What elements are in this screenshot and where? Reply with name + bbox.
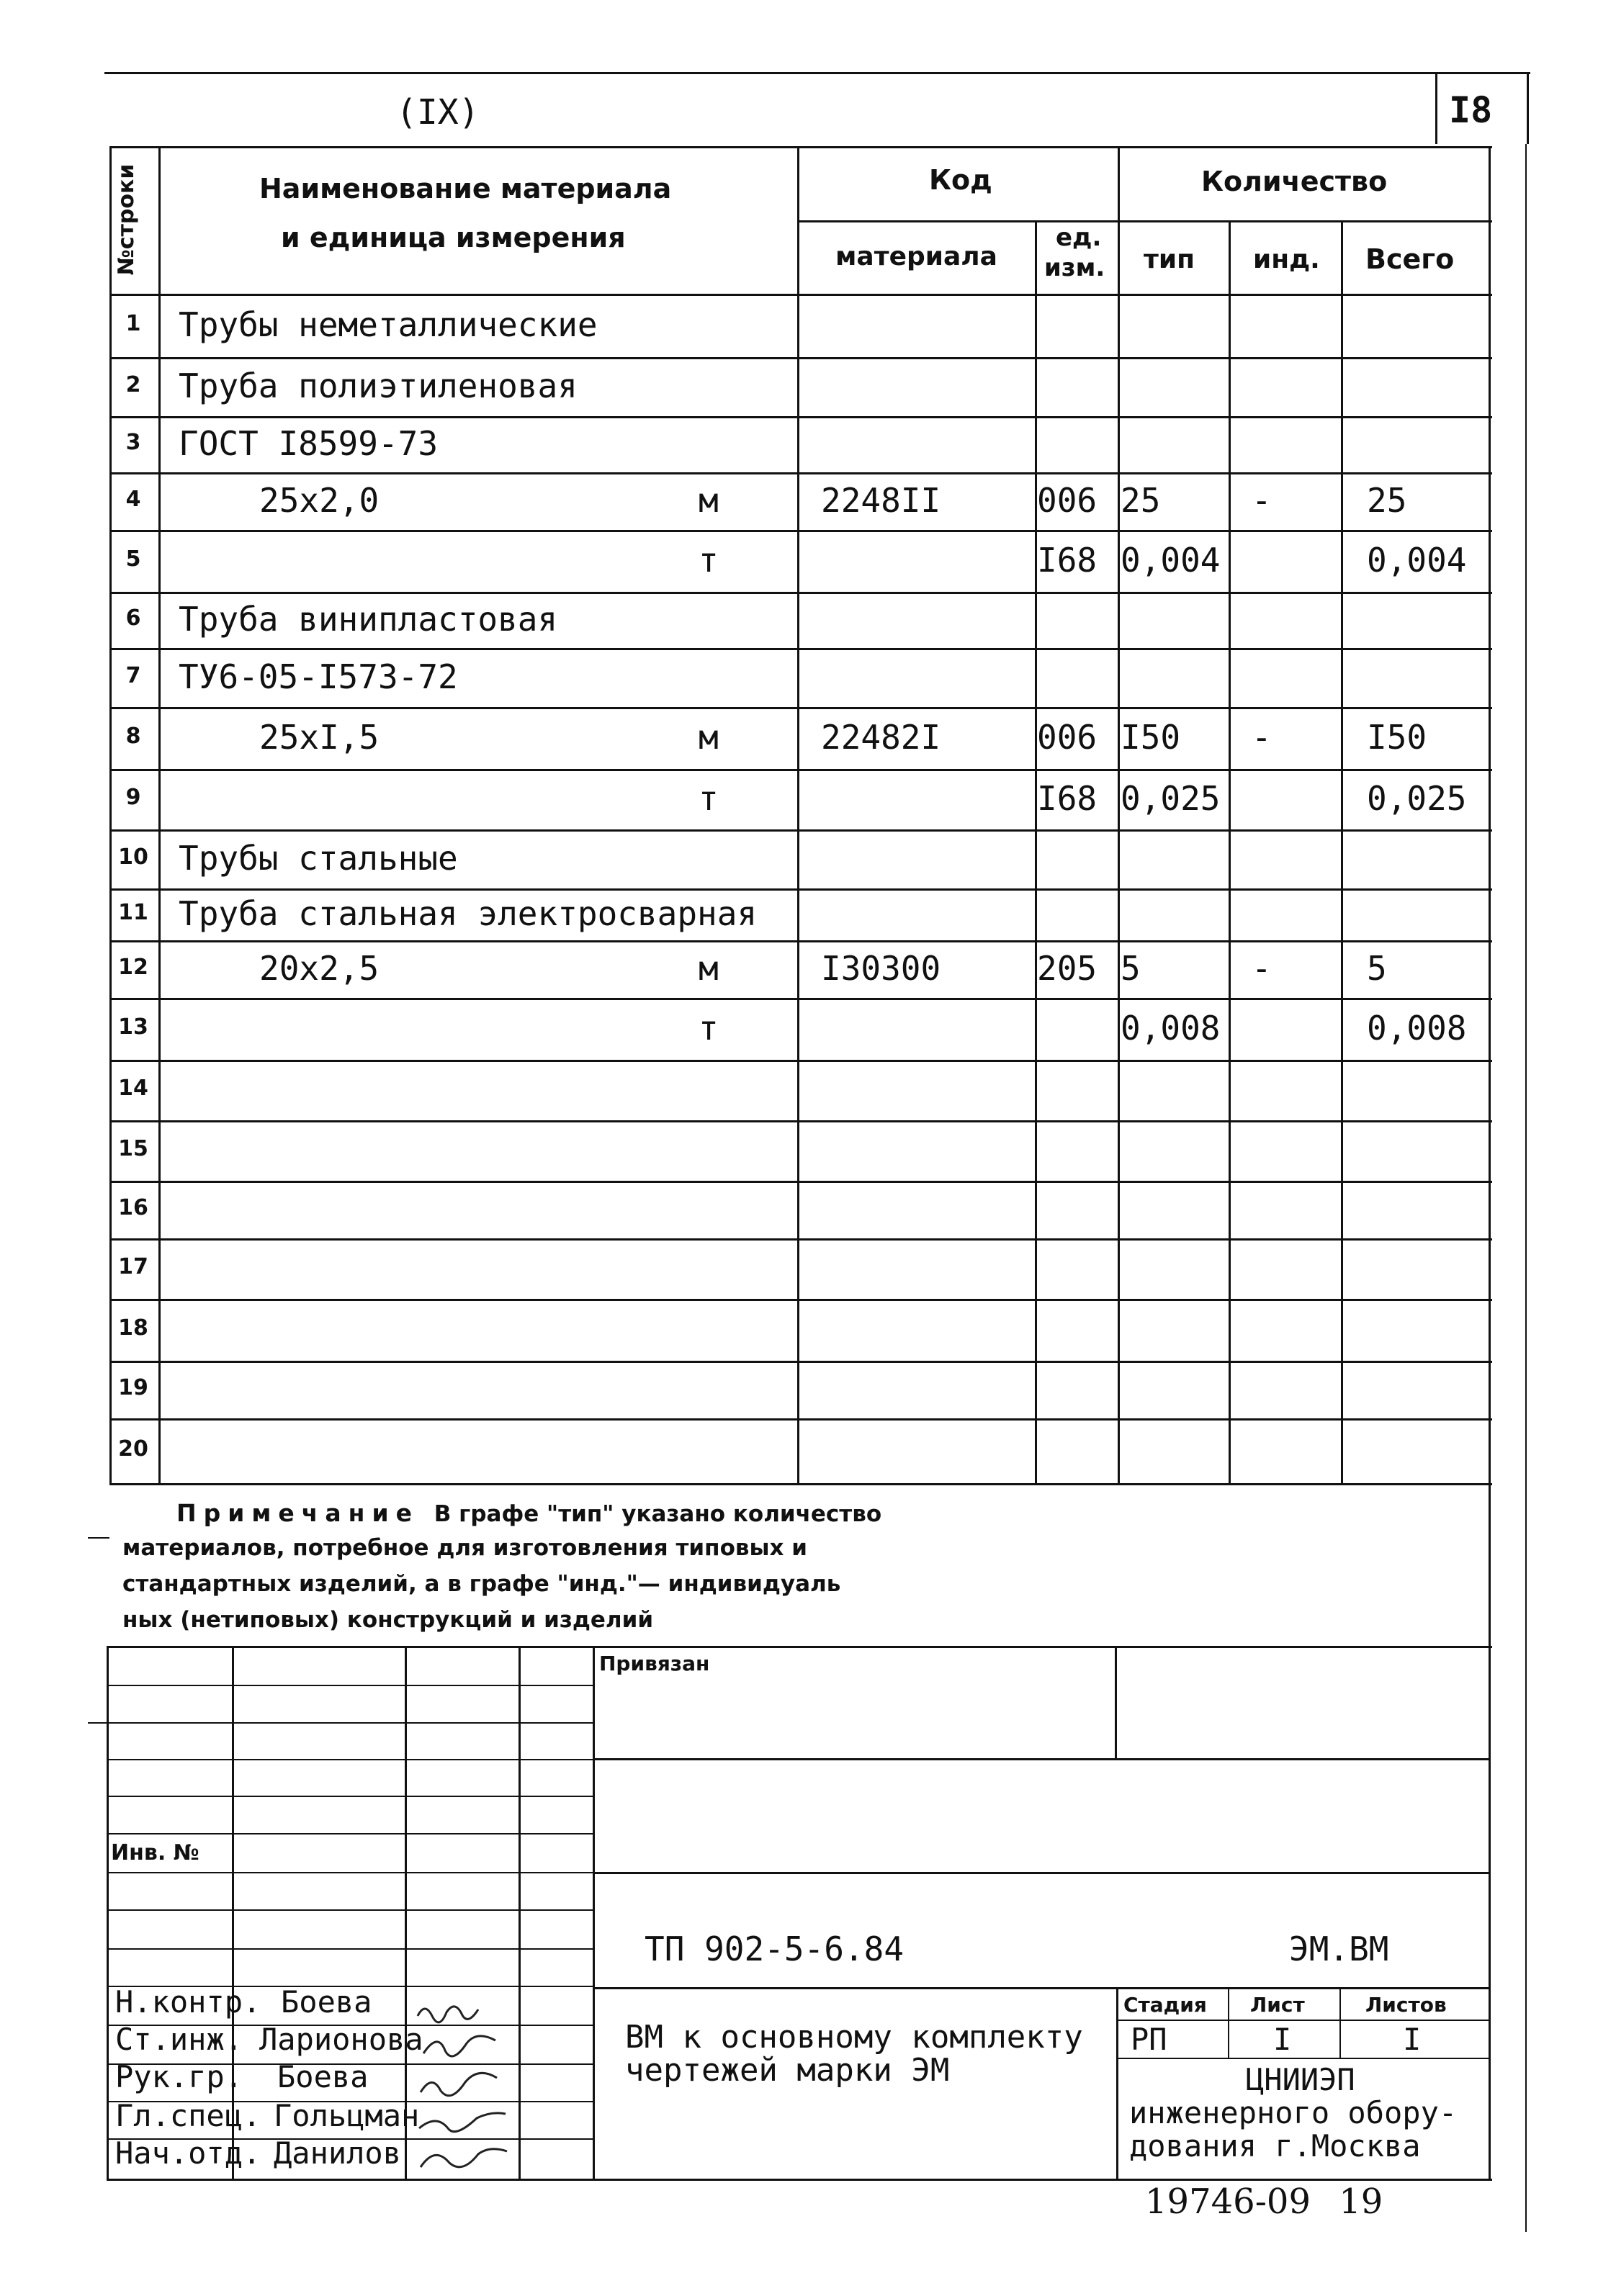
note-line-4: ных (нетиповых) конструкций и изделий xyxy=(122,1607,654,1633)
table-row xyxy=(0,1299,1616,1361)
row-number: 1 xyxy=(125,311,141,336)
col-ind-header: инд. xyxy=(1253,245,1320,274)
row-unit: м xyxy=(699,949,719,988)
org-line-3: дования г.Москва xyxy=(1129,2128,1421,2164)
row-number: 2 xyxy=(125,372,141,397)
row-material-code: 22482I xyxy=(821,718,941,757)
row-number: 11 xyxy=(118,900,148,925)
note-heading: Примечание xyxy=(176,1499,419,1527)
table-row xyxy=(0,530,1616,592)
row-number: 19 xyxy=(118,1375,148,1400)
top-border xyxy=(104,72,1530,74)
document-code: ТП 902-5-6.84 xyxy=(645,1930,904,1968)
signature-role-3: Рук.гр. xyxy=(115,2059,243,2094)
row-qty-ind: - xyxy=(1252,718,1272,757)
row-name: Труба стальная электросварная xyxy=(179,894,758,933)
table-row xyxy=(0,1120,1616,1181)
note-line-3: стандартных изделий, а в графе "инд."— индивидуаль xyxy=(122,1571,841,1597)
signature-name-1: Боева xyxy=(281,1984,372,2020)
attached-label: Привязан xyxy=(599,1652,710,1675)
signature-role-2: Ст.инж. xyxy=(115,2022,243,2057)
row-name: Труба полиэтиленовая xyxy=(179,366,578,405)
row-material-code: I30300 xyxy=(821,949,941,988)
row-name: Труба винипластовая xyxy=(179,600,558,639)
row-name: ТУ6-05-I573-72 xyxy=(179,657,458,696)
row-qty-type: 5 xyxy=(1121,949,1141,988)
signature-name-5: Данилов xyxy=(274,2135,402,2171)
col-qty-header: Количество xyxy=(1201,166,1388,197)
row-number: 4 xyxy=(125,487,141,512)
row-unit-code: I68 xyxy=(1037,541,1097,580)
table-row xyxy=(0,1418,1616,1483)
row-unit: м xyxy=(699,481,719,520)
org-line-2: инженерного обору- xyxy=(1129,2095,1458,2130)
signature-role-5: Нач.отд. xyxy=(115,2135,261,2171)
table-row xyxy=(0,888,1616,940)
handwritten-signatures xyxy=(410,1987,519,2182)
row-number: 8 xyxy=(125,724,141,749)
table-row xyxy=(0,769,1616,829)
col-unit-header-1: ед. xyxy=(1056,223,1102,252)
note-line-2: материалов, потребное для изготовления типовых и xyxy=(122,1535,808,1561)
row-number: 3 xyxy=(125,430,141,455)
stage-label: Стадия xyxy=(1123,1993,1207,2017)
signature-name-4: Гольцман xyxy=(274,2098,420,2133)
row-material-code: 2248II xyxy=(821,481,941,520)
row-qty-type: 0,004 xyxy=(1121,541,1221,580)
document-title-2: чертежей марки ЭМ xyxy=(625,2052,950,2089)
signature-role-4: Гл.спец. xyxy=(115,2098,261,2133)
row-qty-total: 0,004 xyxy=(1367,541,1467,580)
row-qty-ind: - xyxy=(1252,949,1272,988)
row-qty-total: I50 xyxy=(1367,718,1427,757)
row-unit-code: 205 xyxy=(1037,949,1097,988)
row-number: 10 xyxy=(118,845,148,870)
row-qty-type: I50 xyxy=(1121,718,1181,757)
table-row xyxy=(0,1361,1616,1418)
row-name: Трубы неметаллические xyxy=(179,305,598,344)
row-number: 9 xyxy=(125,785,141,810)
row-name: Трубы стальные xyxy=(179,839,458,878)
section-label: (IX) xyxy=(396,92,480,132)
row-unit: м xyxy=(699,718,719,757)
row-name: 25x2,0 xyxy=(259,481,380,520)
col-name-header-1: Наименование материала xyxy=(259,173,672,204)
note-line-1 xyxy=(176,1499,881,1527)
row-name: 20x2,5 xyxy=(259,949,380,988)
signature-name-3: Боева xyxy=(277,2059,369,2094)
col-code-header: Код xyxy=(929,164,992,196)
row-qty-type: 25 xyxy=(1121,481,1161,520)
document-title-1: ВМ к основному комплекту xyxy=(625,2019,1083,2056)
row-unit-code: 006 xyxy=(1037,718,1097,757)
table-row xyxy=(0,998,1616,1060)
row-qty-total: 0,008 xyxy=(1367,1009,1467,1048)
table-row xyxy=(0,1238,1616,1299)
row-number: 15 xyxy=(118,1136,148,1161)
document-mark: ЭМ.ВМ xyxy=(1289,1930,1389,1968)
stage-value: РП xyxy=(1131,2022,1167,2057)
row-unit: т xyxy=(699,779,719,818)
footer-page-number: 19 xyxy=(1339,2182,1383,2222)
sheets-label: Листов xyxy=(1365,1993,1447,2017)
row-number: 17 xyxy=(118,1254,148,1279)
table-row xyxy=(0,472,1616,530)
table-row xyxy=(0,829,1616,888)
row-unit: т xyxy=(699,1009,719,1048)
row-unit-code: I68 xyxy=(1037,779,1097,818)
row-unit-code: 006 xyxy=(1037,481,1097,520)
col-total-header: Всего xyxy=(1365,243,1455,275)
row-number: 20 xyxy=(118,1436,148,1462)
row-qty-total: 5 xyxy=(1367,949,1387,988)
row-unit: т xyxy=(699,541,719,580)
table-row xyxy=(0,592,1616,648)
col-unit-header-2: изм. xyxy=(1044,253,1105,282)
table-row xyxy=(0,357,1616,416)
sheets-value: I xyxy=(1403,2022,1422,2057)
table-row xyxy=(0,1060,1616,1120)
col-type-header: тип xyxy=(1144,245,1195,274)
row-name: 25xI,5 xyxy=(259,718,380,757)
org-line-1: ЦНИИЭП xyxy=(1246,2062,1355,2097)
row-number: 14 xyxy=(118,1076,148,1101)
signature-name-2: Ларионова xyxy=(259,2022,423,2057)
footer-number xyxy=(1145,2182,1383,2222)
table-row xyxy=(0,1181,1616,1238)
col-code-material-header: материала xyxy=(835,242,997,271)
table-row xyxy=(0,940,1616,998)
table-row xyxy=(0,416,1616,472)
row-number: 6 xyxy=(125,605,141,631)
sheet-number: I8 xyxy=(1449,89,1493,131)
sheet-number-divider xyxy=(1435,72,1437,144)
table-row xyxy=(0,707,1616,769)
signature-role-1: Н.контр. xyxy=(115,1984,261,2020)
row-number: 7 xyxy=(125,663,141,688)
note-text-1: В графе "тип" указано количество xyxy=(434,1501,882,1527)
row-number: 16 xyxy=(118,1195,148,1220)
row-number: 12 xyxy=(118,955,148,980)
row-qty-type: 0,008 xyxy=(1121,1009,1221,1048)
inv-no-label: Инв. № xyxy=(111,1840,199,1865)
table-row xyxy=(0,648,1616,707)
sheet-value: I xyxy=(1273,2022,1292,2057)
row-qty-type: 0,025 xyxy=(1121,779,1221,818)
col-row-no-header: №строки xyxy=(114,163,139,276)
row-name: ГОСТ I8599-73 xyxy=(179,424,439,463)
sheet-number-right xyxy=(1527,72,1529,144)
row-qty-ind: - xyxy=(1252,481,1272,520)
row-qty-total: 25 xyxy=(1367,481,1407,520)
row-number: 13 xyxy=(118,1014,148,1040)
col-name-header-2: и единица измерения xyxy=(281,222,626,253)
table-row xyxy=(0,294,1616,357)
row-number: 18 xyxy=(118,1315,148,1341)
row-number: 5 xyxy=(125,546,141,572)
row-qty-total: 0,025 xyxy=(1367,779,1467,818)
sheet-label: Лист xyxy=(1250,1993,1305,2017)
footer-archive-number: 19746-09 xyxy=(1145,2182,1311,2222)
